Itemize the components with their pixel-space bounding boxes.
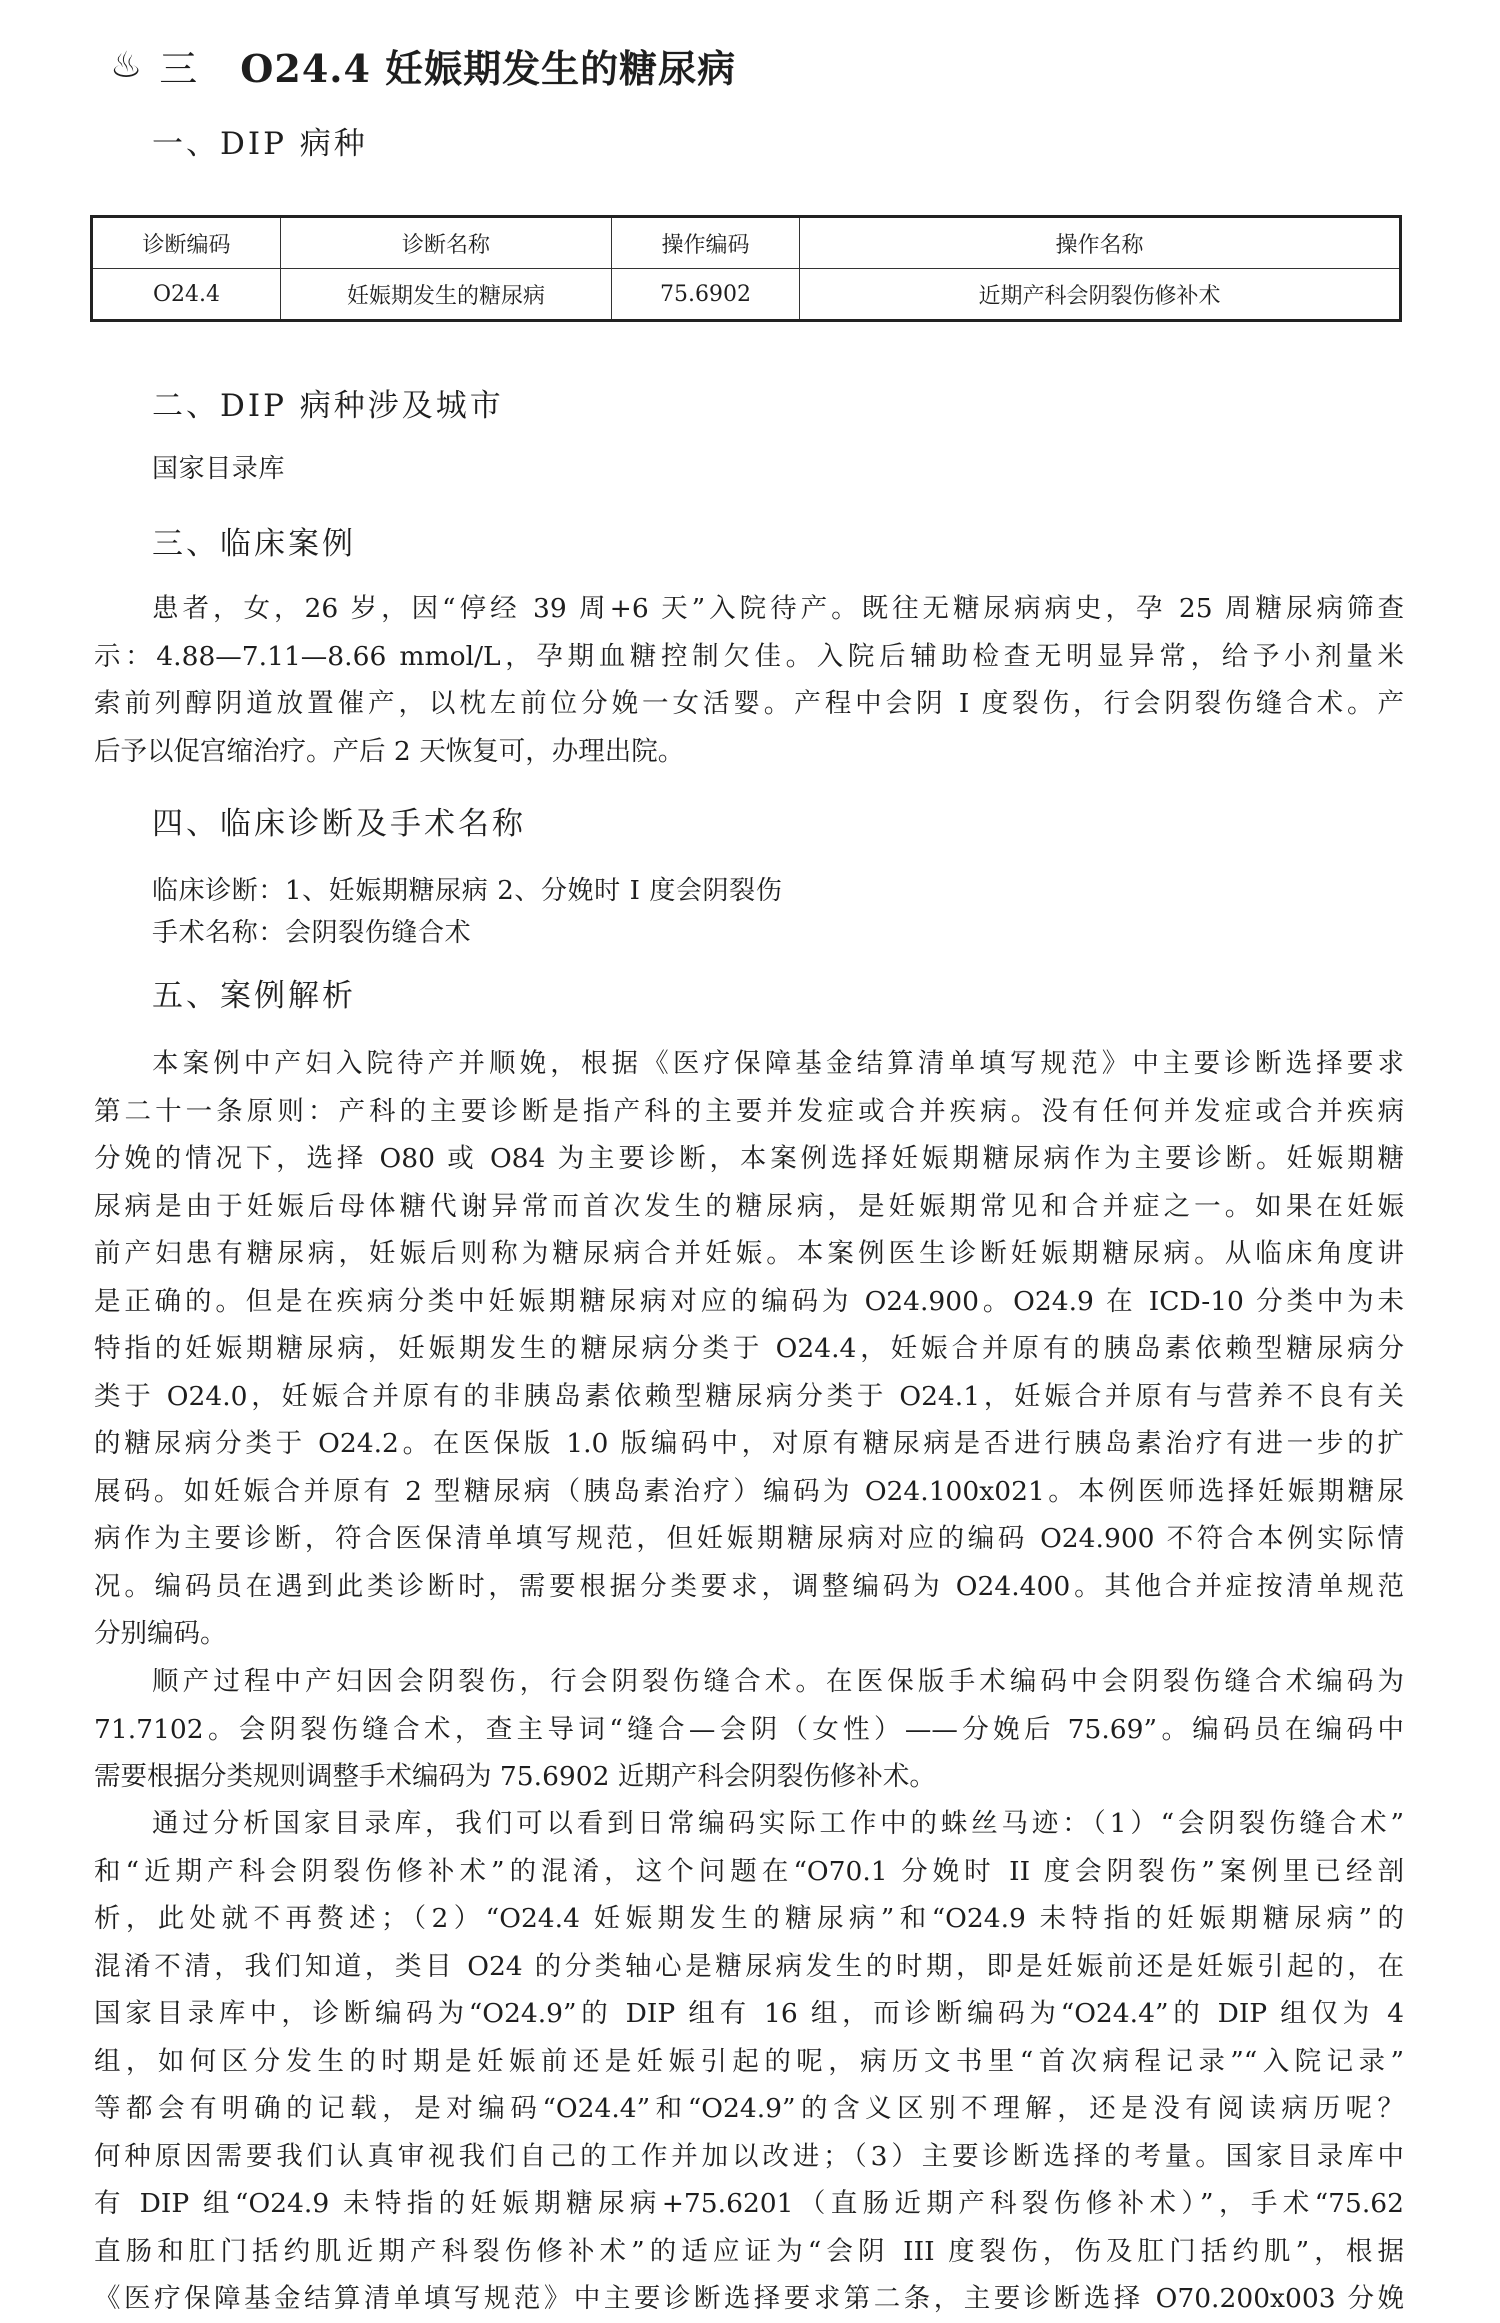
text-line: 况。编码员在遇到此类诊断时，需要根据分类要求，调整编码为 O24.400。其他合并症按清单规范: [94, 1570, 1404, 1602]
table-cell: 近期产科会阴裂伤修补术: [800, 269, 1401, 321]
chapter-title-text: O24.4 妊娠期发生的糖尿病: [240, 46, 737, 91]
table-header-cell: 操作名称: [800, 217, 1401, 269]
text-line: 混淆不清，我们知道，类目 O24 的分类轴心是糖尿病发生的时期，即是妊娠前还是妊娠引起的，在: [94, 1950, 1404, 1982]
table-header-row: [92, 217, 1401, 269]
text-line: 是正确的。但是在疾病分类中妊娠期糖尿病对应的编码为 O24.900。O24.9 在 ICD-10 分类中为未: [94, 1285, 1404, 1317]
section-heading-case: 三、临床案例: [152, 526, 356, 562]
text-line: 尿病是由于妊娠后母体糖代谢异常而首次发生的糖尿病，是妊娠期常见和合并症之一。如果在妊娠: [94, 1190, 1404, 1222]
analysis-paragraph-2: [94, 1658, 1404, 1801]
text-line: 国家目录库中，诊断编码为“O24.9”的 DIP 组有 16 组，而诊断编码为“O24.4”的 DIP 组仅为 4: [94, 1998, 1404, 2029]
text-line: 特指的妊娠期糖尿病，妊娠期发生的糖尿病分类于 O24.4，妊娠合并原有的胰岛素依赖型糖尿病分: [94, 1333, 1404, 1364]
hot-springs-icon: ♨: [110, 45, 144, 86]
text-line: 病作为主要诊断，符合医保清单填写规范，但妊娠期糖尿病对应的编码 O24.900 不符合本例实际情: [94, 1523, 1404, 1554]
table-cell: 妊娠期发生的糖尿病: [281, 269, 612, 321]
text-line: 析，此处就不再赘述；（2）“O24.4 妊娠期发生的糖尿病”和“O24.9 未特指的妊娠期糖尿病”的: [94, 1903, 1404, 1934]
text-line: 第二十一条原则：产科的主要诊断是指产科的主要并发症或合并疾病。没有任何并发症或合并疾病: [94, 1095, 1404, 1127]
text-line: 《医疗保障基金结算清单填写规范》中主要诊断选择要求第二条，主要诊断选择 O70.200x003 分娩: [94, 2283, 1404, 2314]
text-line: 患者，女，26 岁，因“停经 39 周+6 天”入院待产。既往无糖尿病病史，孕 25 周糖尿病筛查: [152, 593, 1404, 624]
analysis-paragraph-1: [94, 1040, 1404, 1658]
text-line: 示：4.88—7.11—8.66 mmol/L，孕期血糖控制欠佳。入院后辅助检查无明显异常，给予小剂量米: [94, 640, 1404, 672]
chapter-title: [110, 38, 736, 93]
text-line: 分娩的情况下，选择 O80 或 O84 为主要诊断，本案例选择妊娠期糖尿病作为主要诊断。妊娠期糖: [94, 1143, 1404, 1174]
dip-table: [90, 215, 1402, 322]
text-line: 后予以促宫缩治疗。产后 2 天恢复可，办理出院。: [94, 735, 685, 767]
text-line: 的糖尿病分类于 O24.2。在医保版 1.0 版编码中，对原有糖尿病是否进行胰岛素治疗有进一步的扩: [94, 1428, 1404, 1459]
text-line: 前产妇患有糖尿病，妊娠后则称为糖尿病合并妊娠。本案例医生诊断妊娠期糖尿病。从临床角度讲: [94, 1238, 1404, 1269]
text-line: 分别编码。: [94, 1618, 227, 1649]
analysis-paragraph-3: [94, 1800, 1404, 2323]
table-header-cell: 诊断编码: [92, 217, 281, 269]
text-line: 顺产过程中产妇因会阴裂伤，行会阴裂伤缝合术。在医保版手术编码中会阴裂伤缝合术编码为: [152, 1666, 1404, 1697]
table-header-cell: 操作编码: [612, 217, 800, 269]
clinical-diagnosis: 临床诊断：1、妊娠期糖尿病 2、分娩时 I 度会阴裂伤: [152, 876, 783, 906]
table-header-cell: 诊断名称: [281, 217, 612, 269]
text-line: 等都会有明确的记载，是对编码“O24.4”和“O24.9”的含义区别不理解，还是没有阅读病历呢？: [94, 2093, 1404, 2124]
text-line: 何种原因需要我们认真审视我们自己的工作并加以改进；（3）主要诊断选择的考量。国家目录库中: [94, 2140, 1404, 2172]
text-line: 通过分析国家目录库，我们可以看到日常编码实际工作中的蛛丝马迹：（1）“会阴裂伤缝合术”: [152, 1808, 1404, 1839]
text-line: 类于 O24.0，妊娠合并原有的非胰岛素依赖型糖尿病分类于 O24.1，妊娠合并原有与营养不良有关: [94, 1380, 1404, 1412]
text-line: 直肠和肛门括约肌近期产科裂伤修补术”的适应证为“会阴 III 度裂伤，伤及肛门括约肌”，根据: [94, 2235, 1404, 2267]
text-line: 和“近期产科会阴裂伤修补术”的混淆，这个问题在“O70.1 分娩时 II 度会阴裂伤”案例里已经剖: [94, 1855, 1404, 1887]
surgery-name: 手术名称：会阴裂伤缝合术: [152, 918, 472, 948]
section-heading-diagnosis: 四、临床诊断及手术名称: [152, 806, 526, 842]
table-cell: O24.4: [92, 269, 281, 321]
table-cell: 75.6902: [612, 269, 800, 321]
case-paragraph: [94, 585, 1404, 775]
text-line: 71.7102。会阴裂伤缝合术，查主导词“缝合—会阴（女性）——分娩后 75.69”。编码员在编码中: [94, 1713, 1404, 1745]
text-line: 索前列醇阴道放置催产，以枕左前位分娩一女活婴。产程中会阴 I 度裂伤，行会阴裂伤缝合术。产: [94, 688, 1404, 719]
city-text: 国家目录库: [152, 454, 286, 484]
text-line: 需要根据分类规则调整手术编码为 75.6902 近期产科会阴裂伤修补术。: [94, 1761, 936, 1792]
text-line: 本案例中产妇入院待产并顺娩，根据《医疗保障基金结算清单填写规范》中主要诊断选择要求: [152, 1048, 1404, 1079]
section-heading-cities: 二、DIP 病种涉及城市: [152, 388, 504, 424]
text-line: 展码。如妊娠合并原有 2 型糖尿病（胰岛素治疗）编码为 O24.100x021。本例医师选择妊娠期糖尿: [94, 1475, 1404, 1507]
text-line: 组，如何区分发生的时期是妊娠前还是妊娠引起的呢，病历文书里“首次病程记录”“入院记录”: [94, 2045, 1404, 2077]
chapter-number: 三: [159, 47, 199, 91]
section-heading-analysis: 五、案例解析: [152, 978, 356, 1014]
section-heading-dip: 一、DIP 病种: [152, 126, 368, 162]
text-line: 有 DIP 组“O24.9 未特指的妊娠期糖尿病+75.6201（直肠近期产科裂伤修补术）”，手术“75.62: [94, 2188, 1404, 2219]
table-row: [92, 269, 1401, 321]
